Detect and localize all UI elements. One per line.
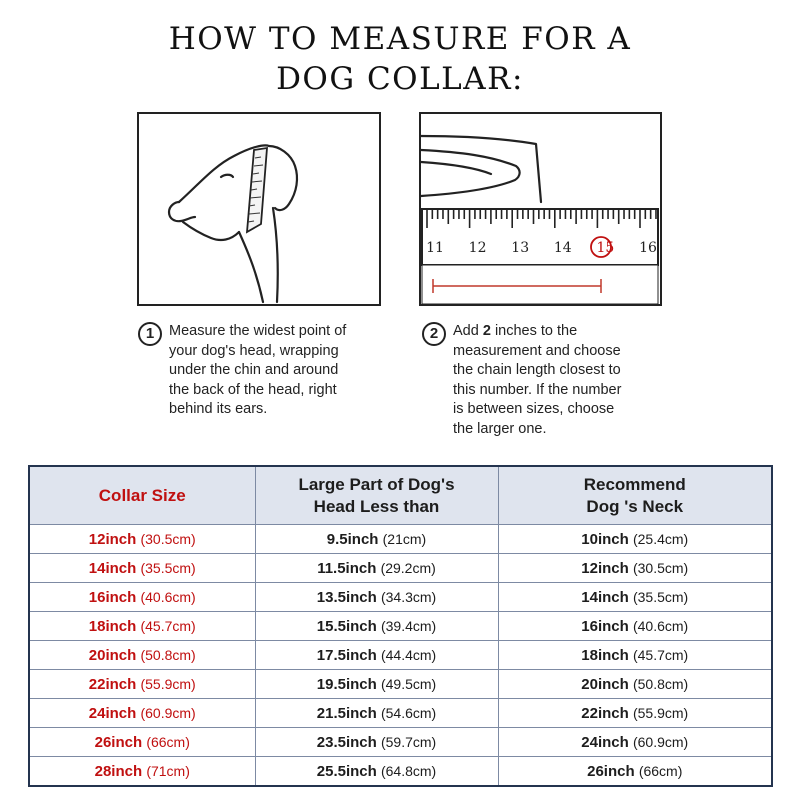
collar-size-cell: 20inch (50.8cm) [29,641,255,670]
head-size-cell: 21.5inch (54.6cm) [255,699,498,728]
table-row [29,699,772,728]
collar-size-cell: 14inch (35.5cm) [29,554,255,583]
dog-head-illustration-panel [137,112,381,306]
step-1-text: Measure the widest point of your dog's head, wrapping under the chin and around the back of the head, right behind its ears. [169,323,347,417]
step-1-number-icon: 1 [138,322,162,346]
collar-ruler-icon [421,114,660,304]
ruler-number: 11 [426,240,444,256]
head-size-cell: 9.5inch (21cm) [255,525,498,554]
step-2-text: Add 2 inches to the measurement and choose the chain length closest to this number. If the number is between sizes, choose the larger one. [453,323,622,437]
step-2-number-icon: 2 [422,322,446,346]
step-1-instruction [138,322,388,420]
page-title-line-1: HOW TO MEASURE FOR A [168,21,632,57]
collar-size-cell: 26inch (66cm) [29,728,255,757]
neck-size-cell: 16inch (40.6cm) [498,612,772,641]
page-title-line-2: DOG COLLAR: [276,61,524,97]
ruler-number: 12 [468,240,487,256]
table-row [29,757,772,787]
neck-size-cell: 24inch (60.9cm) [498,728,772,757]
collar-size-cell: 18inch (45.7cm) [29,612,255,641]
table-row [29,612,772,641]
collar-size-table [28,465,773,787]
neck-size-cell: 26inch (66cm) [498,757,772,787]
ruler-number: 16 [639,240,657,256]
ruler-number: 13 [511,240,530,256]
ruler-number: 14 [553,240,572,256]
tape-measure-icon [247,148,267,232]
ruler-number: 15 [596,240,615,256]
collar-size-cell: 28inch (71cm) [29,757,255,787]
table-row [29,525,772,554]
step-2-instruction [422,322,672,439]
collar-size-cell: 24inch (60.9cm) [29,699,255,728]
header-head-size: Large Part of Dog's Head Less than [255,466,498,525]
table-header-row [29,466,772,525]
neck-size-cell: 14inch (35.5cm) [498,583,772,612]
dog-head-measuring-icon [139,114,379,304]
head-size-cell: 19.5inch (49.5cm) [255,670,498,699]
neck-size-cell: 18inch (45.7cm) [498,641,772,670]
head-size-cell: 25.5inch (64.8cm) [255,757,498,787]
table-row [29,641,772,670]
collar-size-cell: 12inch (30.5cm) [29,525,255,554]
head-size-cell: 17.5inch (44.4cm) [255,641,498,670]
table-row [29,728,772,757]
neck-size-cell: 10inch (25.4cm) [498,525,772,554]
neck-size-cell: 22inch (55.9cm) [498,699,772,728]
header-collar-size: Collar Size [29,466,255,525]
table-row [29,670,772,699]
head-size-cell: 15.5inch (39.4cm) [255,612,498,641]
collar-size-cell: 16inch (40.6cm) [29,583,255,612]
collar-ruler-illustration-panel [419,112,662,306]
header-neck-size: Recommend Dog 's Neck [498,466,772,525]
head-size-cell: 23.5inch (59.7cm) [255,728,498,757]
table-row [29,554,772,583]
table-row [29,583,772,612]
neck-size-cell: 20inch (50.8cm) [498,670,772,699]
head-size-cell: 11.5inch (29.2cm) [255,554,498,583]
collar-size-cell: 22inch (55.9cm) [29,670,255,699]
head-size-cell: 13.5inch (34.3cm) [255,583,498,612]
neck-size-cell: 12inch (30.5cm) [498,554,772,583]
